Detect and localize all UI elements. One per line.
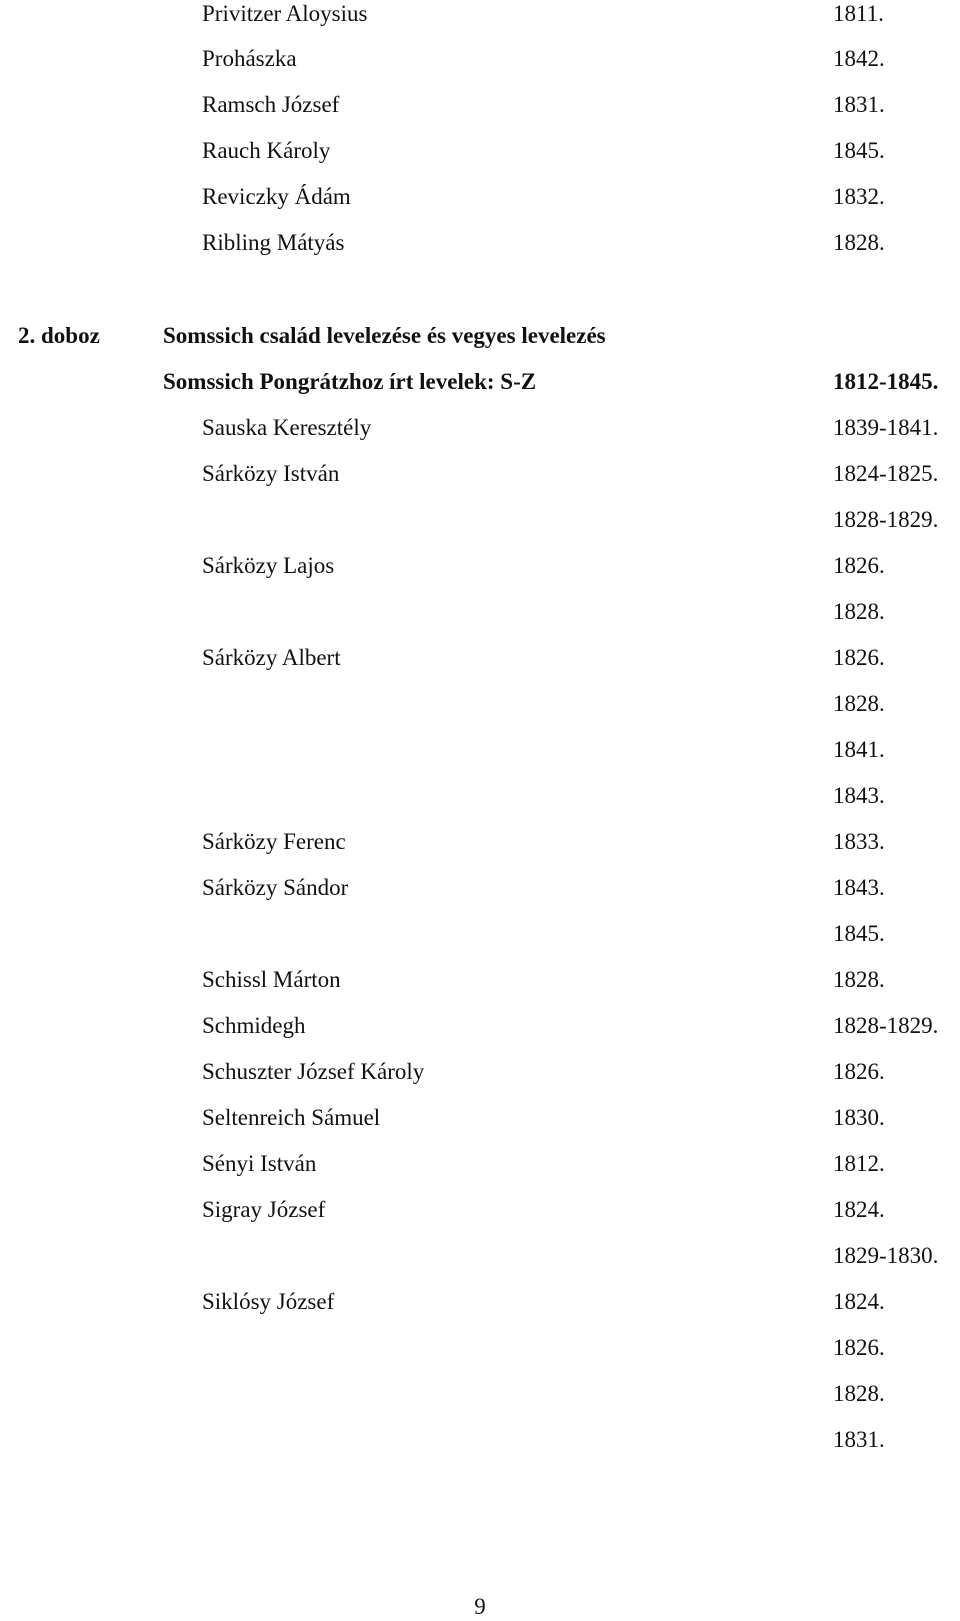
entry-name: Schissl Márton — [202, 967, 341, 992]
entry-year: 1828. — [833, 967, 885, 992]
entry-year: 1826. — [833, 1059, 885, 1084]
entry-year: 1841. — [833, 737, 885, 762]
entry-name: Sárközy István — [202, 461, 340, 486]
entry-year: 1824-1825. — [833, 461, 939, 486]
entry-name: Sigray József — [202, 1197, 326, 1222]
entry-name: Ribling Mátyás — [202, 230, 345, 255]
entry-name: Reviczky Ádám — [202, 184, 351, 209]
entry-year: 1828. — [833, 599, 885, 624]
entry-year: 1828. — [833, 230, 885, 255]
entry-year: 1828-1829. — [833, 507, 939, 532]
entry-year: 1828-1829. — [833, 1013, 939, 1038]
entry-year: 1812. — [833, 1151, 885, 1176]
entry-year: 1842. — [833, 46, 885, 71]
entry-year: 1843. — [833, 783, 885, 808]
entry-year: 1839-1841. — [833, 415, 939, 440]
entry-name: Prohászka — [202, 46, 297, 71]
section-title: Somssich család levelezése és vegyes levelezés — [163, 323, 606, 348]
section-subtitle: Somssich Pongrátzhoz írt levelek: S-Z — [163, 369, 537, 394]
entry-name: Privitzer Aloysius — [202, 1, 368, 26]
entry-year: 1843. — [833, 875, 885, 900]
entry-name: Schuszter József Károly — [202, 1059, 425, 1084]
entry-name: Seltenreich Sámuel — [202, 1105, 381, 1130]
page-number: 9 — [474, 1594, 486, 1619]
box-label: 2. doboz — [18, 323, 100, 348]
entry-name: Sárközy Albert — [202, 645, 341, 670]
entry-name: Sauska Keresztély — [202, 415, 372, 440]
entry-name: Siklósy József — [202, 1289, 335, 1314]
entry-year: 1824. — [833, 1197, 885, 1222]
entry-year: 1830. — [833, 1105, 885, 1130]
section-subtitle-year: 1812-1845. — [833, 369, 939, 394]
entry-name: Sárközy Sándor — [202, 875, 349, 900]
entry-year: 1845. — [833, 138, 885, 163]
entry-name: Sárközy Lajos — [202, 553, 335, 578]
entry-year: 1845. — [833, 921, 885, 946]
entry-year: 1828. — [833, 691, 885, 716]
entry-name: Rauch Károly — [202, 138, 331, 163]
entry-year: 1826. — [833, 1335, 885, 1360]
entry-year: 1826. — [833, 553, 885, 578]
entry-year: 1824. — [833, 1289, 885, 1314]
entry-name: Sényi István — [202, 1151, 317, 1176]
entry-year: 1826. — [833, 645, 885, 670]
entry-name: Ramsch József — [202, 92, 340, 117]
entry-year: 1832. — [833, 184, 885, 209]
entry-year: 1828. — [833, 1381, 885, 1406]
entry-year: 1811. — [833, 1, 884, 26]
entry-year: 1829-1830. — [833, 1243, 939, 1268]
entry-name: Schmidegh — [202, 1013, 306, 1038]
entry-year: 1831. — [833, 92, 885, 117]
entry-year: 1831. — [833, 1427, 885, 1452]
entry-year: 1833. — [833, 829, 885, 854]
entry-name: Sárközy Ferenc — [202, 829, 346, 854]
